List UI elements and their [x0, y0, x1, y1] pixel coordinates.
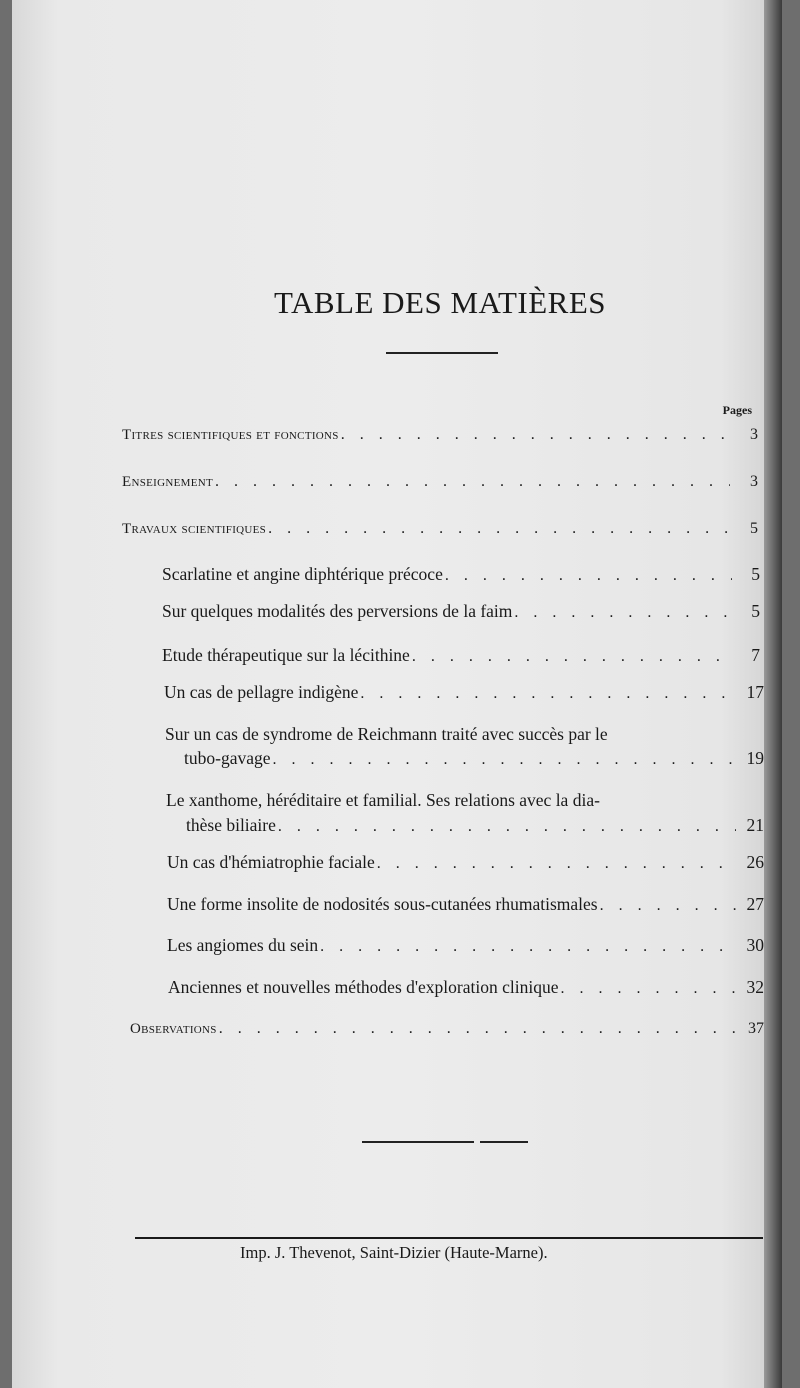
toc-page-number: 5: [751, 564, 760, 584]
dot-leader: [360, 685, 736, 703]
toc-section: [122, 473, 758, 491]
toc-page-number: 5: [751, 601, 760, 621]
dot-leader: [320, 938, 736, 956]
dot-leader: [514, 604, 732, 622]
toc-section: [122, 520, 758, 538]
toc-page-number: 32: [746, 977, 764, 997]
imprint-rule: [135, 1237, 763, 1239]
dot-leader: [273, 751, 737, 769]
toc-entry: [162, 601, 760, 622]
toc-entry-label: Etude thérapeutique sur la lécithine: [162, 645, 410, 665]
dot-leader: [341, 426, 730, 444]
toc-entry-label: Sur quelques modalités des perversions de la faim: [162, 601, 513, 621]
dot-leader: [377, 855, 736, 873]
toc-page-number: 17: [746, 682, 764, 702]
toc-page-number: 21: [746, 815, 764, 835]
dot-leader: [600, 897, 736, 915]
toc-entry-first-line: Le xanthome, héréditaire et familial. Ses relations avec la dia-: [166, 790, 600, 810]
toc-entry-label: tubo-gavage: [184, 748, 271, 768]
dot-leader: [445, 567, 732, 585]
toc-section: [130, 1020, 764, 1038]
toc-section-label: Travaux scientifiques: [122, 521, 267, 537]
title-rule: [386, 352, 498, 354]
toc-section-label: Observations: [130, 1021, 217, 1037]
toc-page-number: 30: [746, 935, 764, 955]
toc-page-number: 3: [750, 473, 758, 490]
toc-entry: [162, 645, 760, 666]
toc-page-number: 7: [751, 645, 760, 665]
toc-page-number: 26: [746, 852, 764, 872]
toc-section: [122, 426, 758, 444]
dot-leader: [268, 520, 730, 538]
end-rule: [362, 1141, 474, 1143]
toc-section-label: Enseignement: [122, 474, 213, 490]
toc-entry-label: Un cas d'hémiatrophie faciale: [167, 852, 375, 872]
toc-entry-label: Les angiomes du sein: [167, 935, 319, 955]
printer-imprint: Imp. J. Thevenot, Saint-Dizier (Haute-Marne).: [240, 1243, 548, 1262]
toc-entry: [184, 748, 764, 769]
toc-entry: [167, 935, 764, 956]
dot-leader: [219, 1020, 736, 1038]
page-edge-shadow: [764, 0, 782, 1388]
toc-page-number: 5: [750, 520, 758, 537]
toc-entry-label: Scarlatine et angine diphtérique précoce: [162, 564, 443, 584]
toc-page-number: 19: [746, 748, 764, 768]
toc-entry-label: Anciennes et nouvelles méthodes d'exploration clinique: [168, 977, 559, 997]
toc-page-number: 27: [746, 894, 764, 914]
toc-entry-first-line: Sur un cas de syndrome de Reichmann traité avec succès par le: [165, 724, 608, 744]
toc-entry-label: Une forme insolite de nodosités sous-cutanées rhumatismales: [167, 894, 598, 914]
dot-leader: [215, 473, 730, 491]
dot-leader: [560, 980, 736, 998]
end-rule: [480, 1141, 528, 1143]
dot-leader: [278, 818, 736, 836]
toc-entry: [164, 682, 764, 703]
dot-leader: [412, 648, 732, 666]
toc-page-number: 37: [748, 1020, 764, 1037]
toc-page-number: 3: [750, 426, 758, 443]
toc-entry-label: Un cas de pellagre indigène: [164, 682, 359, 702]
page-title: TABLE DES MATIÈRES: [273, 285, 607, 320]
toc-entry: [162, 564, 760, 585]
toc-entry: [167, 852, 764, 873]
toc-section-label: Titres scientifiques et fonctions: [122, 427, 339, 443]
toc-entry: [167, 894, 764, 915]
toc-entry: [186, 815, 764, 836]
toc-entry-label: thèse biliaire: [186, 815, 276, 835]
pages-column-header: Pages: [722, 403, 752, 417]
toc-entry: [168, 977, 764, 998]
